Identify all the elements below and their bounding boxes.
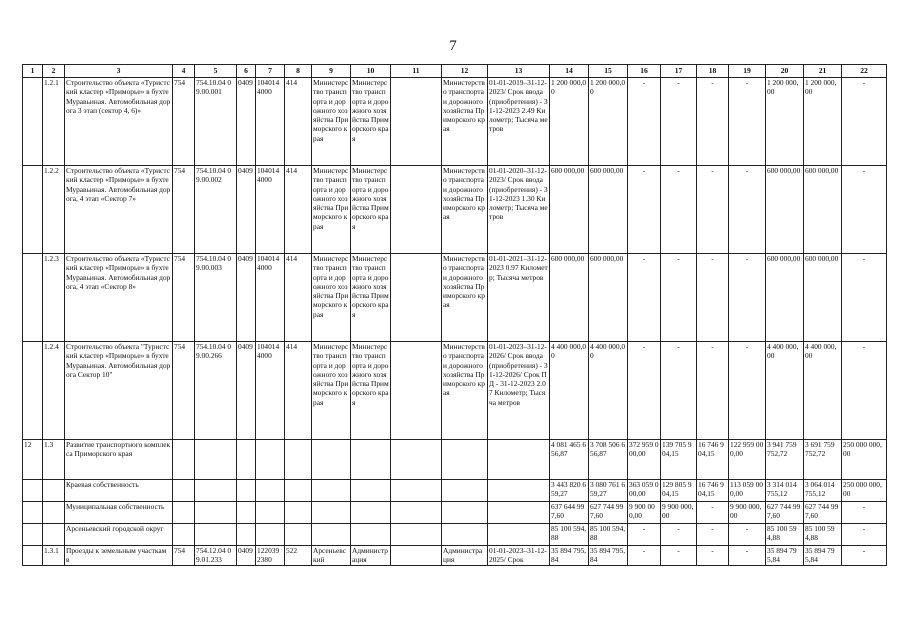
cell: 754 [173,546,195,566]
cell: 414 [285,254,312,342]
cell [195,440,237,480]
cell [23,254,43,342]
cell: 3 080 761 659,27 [589,480,628,502]
cell [256,480,285,502]
column-header: 8 [285,65,312,78]
cell: - [628,524,661,546]
cell [351,440,391,480]
cell [285,524,312,546]
cell [43,480,65,502]
cell [23,78,43,166]
cell [195,502,237,524]
cell: Муниципальная собственность [65,502,173,524]
cell [285,480,312,502]
cell: - [842,342,887,440]
cell [391,546,442,566]
cell: - [729,524,766,546]
cell: - [661,78,697,166]
cell: Строительство объекта «Туристский кластер «Приморье» в бухте Муравьиная. Автомобильная дорога, 4 этап «Сектор 8» [65,254,173,342]
cell: Министерство транспорта и дорожного хозяйства Приморского края [351,166,391,254]
cell: 01-01-2023–31-12-2025/ Срок [488,546,550,566]
cell: 363 059 000,00 [628,480,661,502]
cell: Министерство транспорта и дорожного хозяйства Приморского края [442,78,488,166]
cell [391,440,442,480]
cell: 9 900 000,00 [729,502,766,524]
cell [391,254,442,342]
cell: 0409 [237,254,256,342]
cell [173,502,195,524]
cell: 122039 2380 [256,546,285,566]
cell: Проезды к земельным участкам в [65,546,173,566]
cell [488,480,550,502]
cell: - [697,502,729,524]
column-header: 9 [312,65,351,78]
cell [173,524,195,546]
cell: Министерство транспорта и дорожного хозяйства Приморского края [312,166,351,254]
cell [256,502,285,524]
cell: - [661,546,697,566]
table-row [23,440,887,480]
cell: Администрация [442,546,488,566]
cell: Министерство транспорта и дорожного хозяйства Приморского края [442,166,488,254]
cell: 637 644 997,60 [550,502,589,524]
table-row [23,254,887,342]
cell [237,524,256,546]
column-header: 13 [488,65,550,78]
cell: - [628,342,661,440]
cell: 1.2.2 [43,166,65,254]
cell: 0409 [237,342,256,440]
cell: 250 000 000,00 [842,440,887,480]
cell: 522 [285,546,312,566]
cell [237,440,256,480]
cell: 139 705 904,15 [661,440,697,480]
cell [23,546,43,566]
cell: 85 100 594,88 [804,524,842,546]
cell: 3 314 014 755,12 [766,480,804,502]
cell: 250 000 000,00 [842,480,887,502]
cell: Министерство транспорта и дорожного хозяйства Приморского края [312,254,351,342]
header-row [23,65,887,78]
cell: 3 691 759 752,72 [804,440,842,480]
cell [391,166,442,254]
cell [285,502,312,524]
cell: 104014 4000 [256,342,285,440]
cell [23,524,43,546]
cell: - [842,546,887,566]
cell: 1 200 000,00 [589,78,628,166]
table-row [23,502,887,524]
cell: 754 [173,254,195,342]
cell: - [661,524,697,546]
cell [391,524,442,546]
cell: 3 064 014 755,12 [804,480,842,502]
cell: 600 000,00 [766,166,804,254]
cell [237,502,256,524]
column-header: 21 [804,65,842,78]
table-row [23,546,887,566]
cell: - [842,78,887,166]
cell: 122 959 000,00 [729,440,766,480]
cell: 1.3.1 [43,546,65,566]
column-header: 7 [256,65,285,78]
cell [256,524,285,546]
table-row [23,480,887,502]
cell: 600 000,00 [804,166,842,254]
cell: Министерство транспорта и дорожного хозяйства Приморского края [312,78,351,166]
cell [312,440,351,480]
cell: 01-01-2019–31-12-2023/ Срок ввода (приобретения) - 31-12-2023 2.49 Километр; Тысяча метров [488,78,550,166]
cell [442,440,488,480]
cell: Министерство транспорта и дорожного хозяйства Приморского края [351,342,391,440]
cell: 1 200 000,00 [766,78,804,166]
cell [391,342,442,440]
column-header: 5 [195,65,237,78]
cell: Министерство транспорта и дорожного хозяйства Приморского края [351,254,391,342]
cell: 1.2.3 [43,254,65,342]
cell: 754.12.04 09.01.233 [195,546,237,566]
cell: - [842,254,887,342]
cell: 754.10.04 09.00.001 [195,78,237,166]
budget-table [22,64,887,566]
cell: 16 746 904,15 [697,480,729,502]
cell: 600 000,00 [550,166,589,254]
cell: - [729,254,766,342]
cell: 3 941 759 752,72 [766,440,804,480]
cell: 1 200 000,00 [550,78,589,166]
cell: - [697,166,729,254]
cell: 01-01-2020–31-12-2023/ Срок ввода (приобретения) - 31-12-2023 1.30 Километр; Тысяча метров [488,166,550,254]
cell: - [628,78,661,166]
cell: 600 000,00 [589,254,628,342]
cell: - [661,166,697,254]
table-body [23,65,887,566]
cell: 9 900 000,00 [661,502,697,524]
cell: 0409 [237,78,256,166]
column-header: 6 [237,65,256,78]
cell: Министерство транспорта и дорожного хозяйства Приморского края [312,342,351,440]
cell: 4 400 000,00 [766,342,804,440]
cell [351,502,391,524]
cell: 0409 [237,166,256,254]
cell: 01-01-2021–31-12-2023 0.97 Километр; Тысяча метров [488,254,550,342]
cell: 4 400 000,00 [589,342,628,440]
cell: 104014 4000 [256,254,285,342]
cell: - [729,166,766,254]
cell: - [729,546,766,566]
cell: 1.3 [43,440,65,480]
column-header: 15 [589,65,628,78]
column-header: 20 [766,65,804,78]
cell: 600 000,00 [589,166,628,254]
cell: 3 443 820 659,27 [550,480,589,502]
cell: 12 [23,440,43,480]
cell: - [697,524,729,546]
cell [442,480,488,502]
column-header: 18 [697,65,729,78]
cell: - [697,254,729,342]
cell: Краевая собственность [65,480,173,502]
cell: - [697,342,729,440]
cell: - [628,166,661,254]
cell: - [842,502,887,524]
cell: 627 744 997,60 [804,502,842,524]
cell [391,502,442,524]
cell [173,480,195,502]
table-row [23,342,887,440]
cell [23,480,43,502]
cell: - [628,546,661,566]
column-header: 2 [43,65,65,78]
cell [442,524,488,546]
cell [256,440,285,480]
cell: 35 894 795,84 [589,546,628,566]
cell: 754.10.04 09.00.266 [195,342,237,440]
cell [43,502,65,524]
cell: - [729,342,766,440]
column-header: 19 [729,65,766,78]
cell [23,502,43,524]
cell: 35 894 795,84 [766,546,804,566]
cell: 627 744 997,60 [589,502,628,524]
cell: 85 100 594,88 [766,524,804,546]
column-header: 17 [661,65,697,78]
cell: 16 746 904,15 [697,440,729,480]
cell: Строительство объекта «Туристский кластер «Приморье» в бухте Муравьиная. Автомобильная дорога 3 этап (сектор 4, 6)» [65,78,173,166]
cell: - [661,342,697,440]
cell: Министерство транспорта и дорожного хозяйства Приморского края [351,78,391,166]
cell: - [697,78,729,166]
cell: 4 400 000,00 [804,342,842,440]
page-number: 7 [449,38,457,54]
table-row [23,166,887,254]
cell [442,502,488,524]
cell [23,342,43,440]
cell: 754 [173,78,195,166]
cell: - [729,78,766,166]
cell: 627 744 997,60 [766,502,804,524]
column-header: 10 [351,65,391,78]
cell: 01-01-2023–31-12-2026/ Срок ввода (приобретения) - 31-12-2026/ Срок ПД - 31-12-2023 2.07 Километр; Тысяча метров [488,342,550,440]
table-row [23,78,887,166]
cell: Администрация [351,546,391,566]
cell: Министерство транспорта и дорожного хозяйства Приморского края [442,342,488,440]
cell [312,480,351,502]
cell: - [842,524,887,546]
cell [195,524,237,546]
cell: 104014 4000 [256,78,285,166]
cell: 600 000,00 [766,254,804,342]
cell: Арсеньевский [312,546,351,566]
cell [195,480,237,502]
cell: 4 400 000,00 [550,342,589,440]
column-header: 4 [173,65,195,78]
column-header: 12 [442,65,488,78]
cell: Строительство объекта "Туристский кластер «Приморье» в бухте Муравьиная. Автомобильная дорога Сектор 10" [65,342,173,440]
cell: Министерство транспорта и дорожного хозяйства Приморского края [442,254,488,342]
cell: 85 100 594,88 [550,524,589,546]
column-header: 3 [65,65,173,78]
column-header: 11 [391,65,442,78]
cell: - [661,254,697,342]
cell: - [842,166,887,254]
cell [43,524,65,546]
cell: 0409 [237,546,256,566]
cell [488,440,550,480]
cell: 104014 4000 [256,166,285,254]
column-header: 1 [23,65,43,78]
cell: 35 894 795,84 [550,546,589,566]
cell: 9 900 000,00 [628,502,661,524]
cell: 414 [285,78,312,166]
cell: - [697,546,729,566]
cell: 129 805 904,15 [661,480,697,502]
cell [351,480,391,502]
cell: 113 059 000,00 [729,480,766,502]
cell [312,502,351,524]
cell: 1 200 000,00 [804,78,842,166]
cell [391,480,442,502]
cell: 754 [173,342,195,440]
table-row [23,524,887,546]
column-header: 16 [628,65,661,78]
cell: Развитие транспортного комплекса Приморского края [65,440,173,480]
cell [488,524,550,546]
cell: 754.10.04 09.00.002 [195,166,237,254]
cell [488,502,550,524]
cell: Строительство объекта «Туристский кластер «Приморье» в бухте Муравьиная. Автомобильная дорога, 4 этап «Сектор 7» [65,166,173,254]
cell: - [628,254,661,342]
cell [23,166,43,254]
cell [285,440,312,480]
cell: Арсеньевский городской округ [65,524,173,546]
cell: 4 081 465 656,87 [550,440,589,480]
cell: 372 959 000,00 [628,440,661,480]
cell [351,524,391,546]
column-header: 22 [842,65,887,78]
cell: 85 100 594,88 [589,524,628,546]
cell [237,480,256,502]
cell: 600 000,00 [804,254,842,342]
cell: 754 [173,166,195,254]
cell [312,524,351,546]
cell [391,78,442,166]
cell [173,440,195,480]
cell: 1.2.1 [43,78,65,166]
cell: 414 [285,342,312,440]
cell: 414 [285,166,312,254]
column-header: 14 [550,65,589,78]
cell: 1.2.4 [43,342,65,440]
cell: 600 000,00 [550,254,589,342]
cell: 754.10.04 09.00.003 [195,254,237,342]
cell: 35 894 795,84 [804,546,842,566]
cell: 3 708 506 656,87 [589,440,628,480]
